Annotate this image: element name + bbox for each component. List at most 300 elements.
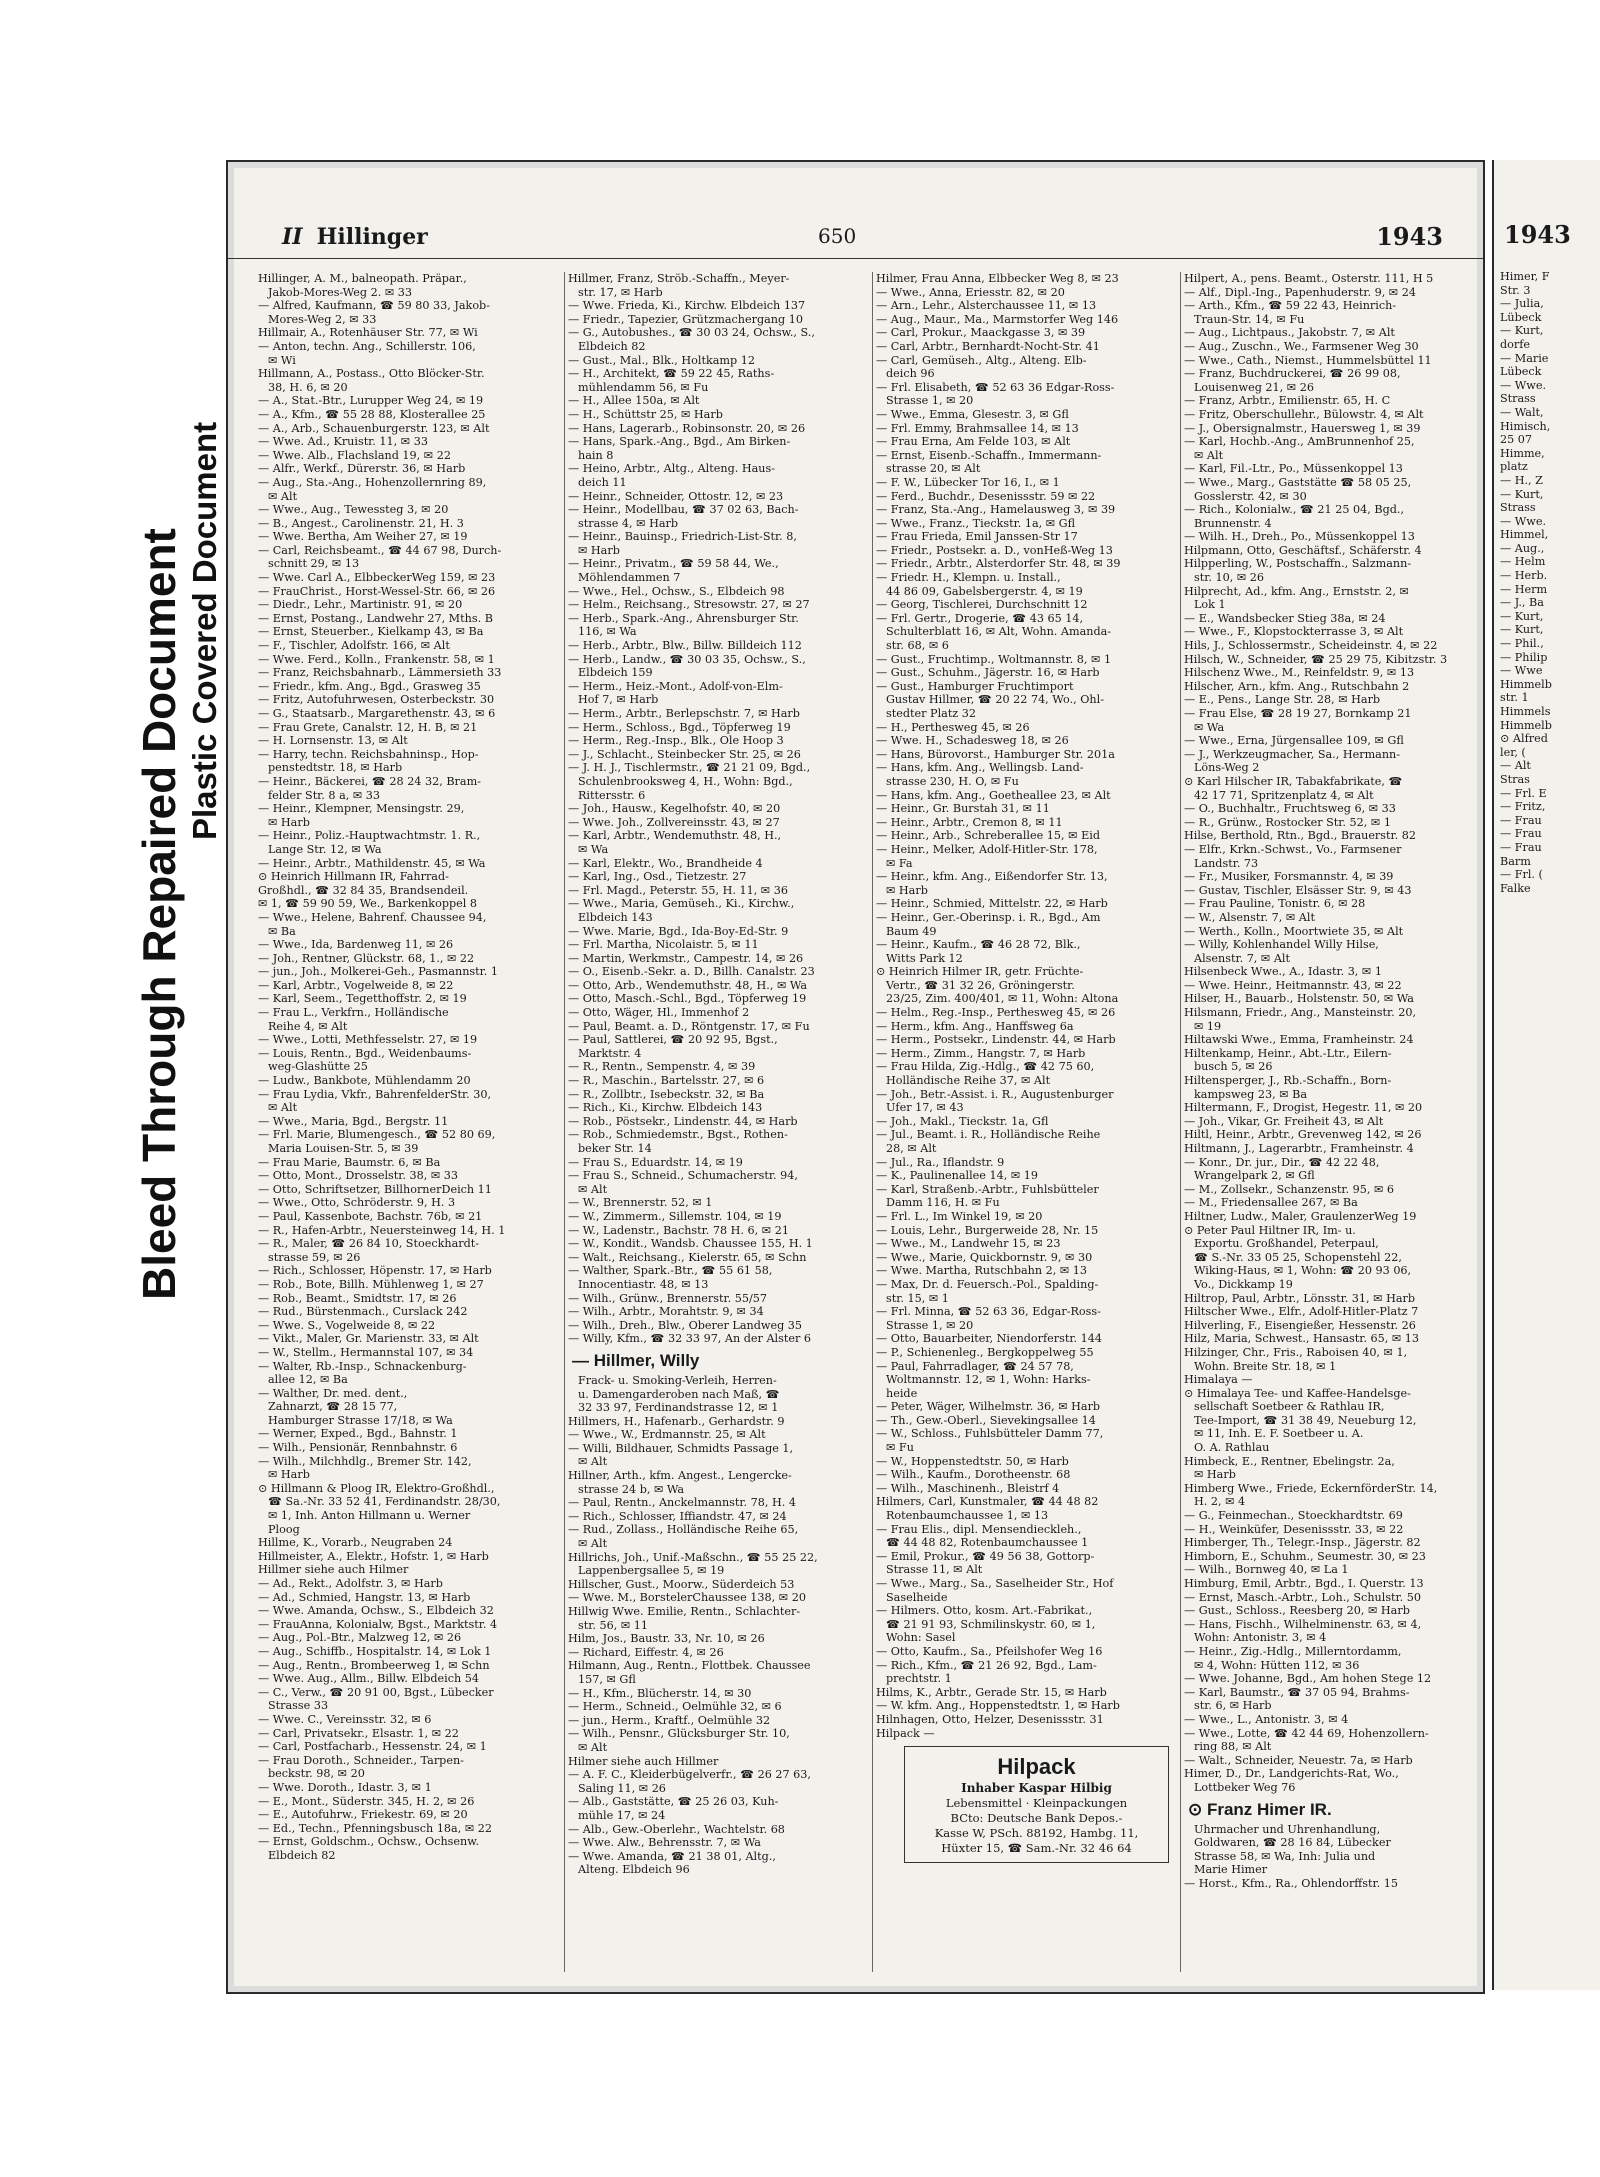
directory-entry: str. 6, ✉ Harb: [1194, 1699, 1272, 1713]
directory-entry: strasse 20, ✉ Alt: [886, 462, 981, 476]
directory-entry: — O., Eisenb.-Sekr. a. D., Billh. Canalstr. 23: [568, 965, 815, 979]
directory-entry: — Wwe., Marg., Sa., Saselheider Str., Hof: [876, 1577, 1114, 1590]
directory-entry: — Frl. Minna, ☎ 52 63 36, Edgar-Ross-: [876, 1305, 1101, 1319]
directory-entry: — Walther, Spark.-Btr., ☎ 55 61 58,: [568, 1264, 773, 1278]
adjacent-page-edge: [1492, 160, 1600, 1990]
directory-entry: — Frau Else, ☎ 28 19 27, Bornkamp 21: [1184, 707, 1412, 720]
adjacent-page-line: — Kurt,: [1500, 609, 1544, 623]
directory-entry: ✉ Alt: [578, 1537, 608, 1551]
directory-entry: ✉ Alt: [268, 1101, 298, 1115]
directory-entry: Hiltawski Wwe., Emma, Framheinstr. 24: [1184, 1033, 1414, 1047]
directory-entry: — Wwe. Amanda, ☎ 21 38 01, Altg.,: [568, 1849, 776, 1863]
directory-entry: — Rich., Kfm., ☎ 21 26 92, Bgd., Lam-: [876, 1658, 1097, 1672]
adjacent-page-line: Himmels: [1500, 705, 1551, 718]
directory-entry: Hilprecht, Ad., kfm. Ang., Ernststr. 2, ✉: [1184, 584, 1409, 598]
directory-entry: — Wwe., W., Erdmannstr. 25, ✉ Alt: [568, 1428, 766, 1442]
directory-entry: — Alb., Gaststätte, ☎ 25 26 03, Kuh-: [568, 1795, 779, 1809]
directory-entry: — Heinr., Bauinsp., Friedrich-List-Str. 8,: [568, 530, 797, 544]
directory-entry: Hiltscher Wwe., Elfr., Adolf-Hitler-Platz 7: [1184, 1305, 1419, 1319]
directory-entry: weg-Glashütte 25: [268, 1060, 368, 1074]
directory-entry: Strasse 33: [268, 1699, 329, 1713]
directory-entry: — Walter, Rb.-Insp., Schnackenburg-: [258, 1359, 467, 1373]
directory-entry: — W., Alsenstr. 7, ✉ Alt: [1184, 910, 1315, 924]
directory-entry: — Friedr., Arbtr., Alsterdorfer Str. 48, ✉ 39: [876, 557, 1121, 571]
directory-entry: stedter Platz 32: [886, 707, 976, 720]
display-listing-name: ⊙ Franz Himer IR.: [1188, 1799, 1332, 1819]
adjacent-page-line: 25 07: [1500, 433, 1533, 447]
directory-entry: — Heinr., Ger.-Oberinsp. i. R., Bgd., Am: [876, 910, 1101, 924]
directory-entry: — Herm., Heiz.-Mont., Adolf-von-Elm-: [568, 679, 783, 693]
directory-entry: Frack- u. Smoking-Verleih, Herren-: [578, 1373, 777, 1387]
directory-entry: — G., Staatsarb., Margarethenstr. 43, ✉ 6: [258, 707, 496, 720]
directory-entry: — Elfr., Krkn.-Schwst., Vo., Farmsener: [1184, 842, 1402, 856]
directory-entry: — Frau Marie, Baumstr. 6, ✉ Ba: [258, 1155, 441, 1169]
directory-entry: Löns-Weg 2: [1194, 761, 1260, 775]
adjacent-page-line: Lübeck: [1500, 365, 1542, 379]
adjacent-page-line: Himer, F: [1500, 270, 1550, 283]
directory-entry: — Fr., Musiker, Forsmannstr. 4, ✉ 39: [1184, 870, 1394, 884]
directory-entry: ✉ 11, Inh. E. F. Soetbeer u. A.: [1194, 1427, 1364, 1441]
directory-entry: Strasse 58, ✉ Wa, Inh: Julia und: [1194, 1849, 1376, 1863]
directory-entry: — Wwe. Joh., Zollvereinsstr. 43, ✉ 27: [568, 815, 780, 829]
directory-entry: — E., Wandsbecker Stieg 38a, ✉ 24: [1184, 611, 1386, 625]
directory-entry: — Wwe., L., Antonistr. 3, ✉ 4: [1184, 1712, 1349, 1726]
directory-entry: Lange Str. 12, ✉ Wa: [268, 842, 382, 856]
directory-entry: — Carl, Privatsekr., Elsastr. 1, ✉ 22: [258, 1726, 459, 1740]
directory-entry: Großhdl., ☎ 32 84 35, Brandsendeil.: [258, 883, 469, 897]
directory-entry: Hilmers, Carl, Kunstmaler, ☎ 44 48 82: [876, 1495, 1099, 1509]
directory-entry: Hamburger Strasse 17/18, ✉ Wa: [268, 1413, 453, 1427]
adjacent-page-line: — H., Z: [1500, 473, 1543, 487]
directory-entry: — Heinr., Zig.-Hdlg., Millerntordamm,: [1184, 1644, 1402, 1658]
directory-entry: — F. W., Lübecker Tor 16, I., ✉ 1: [876, 475, 1060, 489]
directory-entry: — Rich., Schlosser, Höpenstr. 17, ✉ Harb: [258, 1264, 492, 1278]
advertisement-line: BCto: Deutsche Bank Depos.-: [950, 1811, 1123, 1826]
directory-entry: — Karl, Hochb.-Ang., AmBrunnenhof 25,: [1184, 435, 1415, 449]
adjacent-page-line: — Kurt,: [1500, 487, 1544, 501]
running-head: [282, 224, 428, 250]
directory-page: [226, 160, 1485, 1994]
directory-entry: — Wwe., Maria, Gemüseh., Ki., Kirchw.,: [568, 897, 795, 911]
adjacent-page-line: — J., Ba: [1500, 596, 1544, 610]
directory-entry: ✉ Harb: [886, 883, 928, 897]
directory-entry: — J., Werkzeugmacher, Sa., Hermann-: [1184, 747, 1401, 761]
plastic-covered-label: Plastic Covered Document: [186, 421, 223, 840]
directory-entry: Strasse 11, ✉ Alt: [886, 1563, 983, 1577]
directory-entry: — Herm., kfm. Ang., Hanffsweg 6a: [876, 1019, 1074, 1033]
adjacent-page-line: — Herb.: [1500, 569, 1548, 583]
column-1: [258, 272, 563, 1972]
directory-entry: — Wwe. Aug., Allm., Billw. Elbdeich 54: [258, 1672, 480, 1686]
directory-entry: — Aug., Lichtpaus., Jakobstr. 7, ✉ Alt: [1184, 326, 1395, 340]
directory-entry: — Willy, Kfm., ☎ 32 33 97, An der Alster 6: [568, 1332, 811, 1346]
directory-entry: — Fritz, Oberschullehr., Bülowstr. 4, ✉ Alt: [1184, 407, 1424, 421]
directory-entry: Alsenstr. 7, ✉ Alt: [1194, 951, 1291, 965]
directory-entry: Gustav Hillmer, ☎ 20 22 74, Wo., Ohl-: [886, 693, 1104, 707]
directory-entry: — Frau Hilda, Zig.-Hdlg., ☎ 42 75 60,: [876, 1060, 1095, 1074]
directory-entry: Himberger, Th., Telegr.-Insp., Jägerstr. 82: [1184, 1536, 1421, 1550]
directory-entry: Hillmair, A., Rotenhäuser Str. 77, ✉ Wi: [258, 326, 478, 340]
adjacent-page-line: platz: [1500, 460, 1528, 474]
directory-entry: — Gust., Schuhm., Jägerstr. 16, ✉ Harb: [876, 666, 1100, 680]
advertisement-line: Hüxter 15, ☎ Sam.-Nr. 32 46 64: [941, 1841, 1132, 1856]
adjacent-page-line: — Frau: [1500, 827, 1542, 841]
directory-entry: Marktstr. 4: [578, 1046, 642, 1060]
directory-entry: — Carl, Reichsbeamt., ☎ 44 67 98, Durch-: [258, 543, 502, 557]
directory-entry: Ploog: [268, 1522, 300, 1536]
directory-entry: 32 33 97, Ferdinandstrasse 12, ✉ 1: [578, 1401, 779, 1415]
directory-entry: — Richard, Eiffestr. 4, ✉ 26: [568, 1645, 724, 1659]
directory-entry: — Heinr., Schneider, Ottostr. 12, ✉ 23: [568, 489, 784, 503]
directory-entry: — E., Mont., Süderstr. 345, H. 2, ✉ 26: [258, 1794, 475, 1808]
directory-entry: Maria Louisen-Str. 5, ✉ 39: [268, 1142, 419, 1155]
directory-entry: — Wilh., Grünw., Brennerstr. 55/57: [568, 1291, 767, 1305]
directory-entry: Hilmer, Frau Anna, Elbbecker Weg 8, ✉ 23: [876, 272, 1119, 285]
directory-entry: — Hans, Fischh., Wilhelminenstr. 63, ✉ 4,: [1184, 1617, 1422, 1631]
directory-entry: — H., Perthesweg 45, ✉ 26: [876, 720, 1030, 734]
directory-entry: — Frau S., Schneid., Schumacherstr. 94,: [568, 1169, 798, 1183]
directory-entry: — Joh., Hausw., Kegelhofstr. 40, ✉ 20: [568, 802, 781, 816]
directory-entry: — Werth., Kolln., Moortwiete 35, ✉ Alt: [1184, 924, 1404, 938]
adjacent-page-line: Himme,: [1500, 446, 1545, 460]
directory-entry: Hilpperling, W., Postschaffn., Salzmann-: [1184, 557, 1412, 571]
adjacent-page-line: ⊙ Alfred: [1500, 732, 1548, 746]
column-rule: [1180, 272, 1181, 1972]
directory-entry: 157, ✉ Gfl: [578, 1672, 636, 1686]
directory-entry: Jakob-Mores-Weg 2. ✉ 33: [268, 285, 412, 299]
directory-entry: — Hans, kfm. Ang., Wellingsb. Land-: [876, 761, 1084, 775]
directory-entry: ✉ Wa: [578, 842, 609, 856]
advertisement-line: Kasse W, PSch. 88192, Hambg. 11,: [934, 1826, 1139, 1841]
directory-entry: — Otto, Mont., Drosselstr. 38, ✉ 33: [258, 1169, 459, 1183]
directory-entry: — Harry, techn. Reichsbahninsp., Hop-: [258, 747, 479, 761]
directory-entry: — Aug., Schiffb., Hospitalstr. 14, ✉ Lok 1: [258, 1644, 492, 1658]
directory-entry: — Frl. Magd., Peterstr. 55, H. 11, ✉ 36: [568, 883, 788, 897]
directory-entry: — Rob., Bote, Billh. Mühlenweg 1, ✉ 27: [258, 1277, 484, 1291]
directory-entry: — A., Stat.-Btr., Lurupper Weg 24, ✉ 19: [258, 394, 484, 408]
directory-entry: — Carl, Prokur., Maackgasse 3, ✉ 39: [876, 326, 1086, 340]
directory-entry: — Rob., Schmiedemstr., Bgst., Rothen-: [568, 1128, 788, 1142]
directory-entry: — Gust., Hamburger Fruchtimport: [876, 679, 1074, 693]
directory-entry: — R., Zollbtr., Isebeckstr. 32, ✉ Ba: [568, 1087, 765, 1101]
directory-entry: — Joh., Betr.-Assist. i. R., Augustenburger: [876, 1087, 1114, 1101]
running-head-title: Hillinger: [316, 224, 428, 250]
directory-entry: Himborn, E., Schuhm., Seumestr. 30, ✉ 23: [1184, 1549, 1426, 1563]
directory-entry: Witts Park 12: [886, 951, 963, 965]
directory-entry: ring 88, ✉ Alt: [1194, 1740, 1272, 1754]
directory-entry: Saling 11, ✉ 26: [578, 1781, 666, 1795]
adjacent-page-line: Lübeck: [1500, 310, 1542, 324]
directory-entry: Strasse 1, ✉ 20: [886, 394, 974, 408]
directory-entry: Traun-Str. 14, ✉ Fu: [1194, 312, 1305, 326]
directory-entry: Hiltermann, F., Drogist, Hegestr. 11, ✉ 20: [1184, 1101, 1423, 1115]
directory-entry: H. 2, ✉ 4: [1194, 1495, 1246, 1509]
directory-entry: Hilsch, W., Schneider, ☎ 25 29 75, Kibitzstr. 3: [1184, 652, 1448, 666]
directory-entry: — Herb., Arbtr., Blw., Billw. Billdeich 112: [568, 639, 802, 653]
directory-entry: — Wwe., Emma, Glesestr. 3, ✉ Gfl: [876, 407, 1069, 421]
directory-entry: — Wwe. Carl A., ElbbeckerWeg 159, ✉ 23: [258, 571, 496, 585]
directory-entry: Hilm, Jos., Baustr. 33, Nr. 10, ✉ 26: [568, 1632, 765, 1646]
directory-entry: Hilms, K., Arbtr., Gerade Str. 15, ✉ Harb: [876, 1685, 1107, 1699]
directory-entry: — Wwe., Anna, Eriesstr. 82, ✉ 20: [876, 285, 1065, 299]
page-header: [228, 222, 1483, 259]
directory-entry: — Frau L., Verkfrn., Holländische: [258, 1006, 449, 1020]
advertisement-title: Hilpack: [997, 1754, 1076, 1780]
directory-entry: O. A. Rathlau: [1194, 1441, 1270, 1455]
directory-entry: str. 15, ✉ 1: [886, 1291, 949, 1305]
directory-entry: — Wwe., Cath., Niemst., Hummelsbüttel 11: [1184, 353, 1432, 367]
directory-entry: — H., Allee 150a, ✉ Alt: [568, 394, 700, 408]
advertisement-line: Lebensmittel · Kleinpackungen: [945, 1796, 1128, 1811]
directory-entry: Hillmann, A., Postass., Otto Blöcker-Str.: [258, 367, 485, 381]
directory-entry: — Wwe., Maria, Bgd., Bergstr. 11: [258, 1114, 449, 1128]
directory-entry: — Wilh., Dreh., Blw., Oberer Landweg 35: [568, 1318, 803, 1332]
directory-entry: — Horst., Kfm., Ra., Ohlendorffstr. 15: [1184, 1876, 1398, 1890]
directory-entry: — Max, Dr. d. Feuersch.-Pol., Spalding-: [876, 1277, 1099, 1291]
directory-entry: Innocentiastr. 48, ✉ 13: [578, 1277, 709, 1291]
directory-entry: — Heinr., kfm. Ang., Eißendorfer Str. 13,: [876, 870, 1108, 884]
directory-entry: Zahnarzt, ☎ 28 15 77,: [268, 1400, 398, 1414]
adjacent-page-line: Falke: [1500, 881, 1531, 895]
adjacent-page-line: Himmel,: [1500, 528, 1549, 542]
directory-entry: — Wwe., Aug., Tewessteg 3, ✉ 20: [258, 503, 449, 517]
directory-entry: — Wwe. Ferd., Kolln., Frankenstr. 58, ✉ 1: [258, 652, 495, 666]
directory-entry: 38, H. 6, ✉ 20: [268, 380, 348, 394]
directory-entry: — Arth., Kfm., ☎ 59 22 43, Heinrich-: [1184, 299, 1397, 313]
directory-entry: — Ad., Schmied, Hangstr. 13, ✉ Harb: [258, 1590, 471, 1604]
directory-entry: — Wwe., Lotte, ☎ 42 44 69, Hohenzollern-: [1184, 1726, 1429, 1740]
directory-entry: Lottbeker Weg 76: [1194, 1780, 1296, 1794]
directory-entry: ✉ 1, Inh. Anton Hillmann u. Werner: [268, 1509, 471, 1523]
directory-entry: — Frau Lydia, Vkfr., BahrenfelderStr. 30,: [258, 1087, 492, 1101]
directory-entry: 116, ✉ Wa: [578, 625, 637, 639]
adjacent-page-line: — Fritz,: [1500, 800, 1546, 814]
directory-entry: — Rich., Schlosser, Iffiandstr. 47, ✉ 24: [568, 1509, 787, 1523]
directory-entry: — M., Friedensallee 267, ✉ Ba: [1184, 1196, 1358, 1210]
directory-entry: mühlendamm 56, ✉ Fu: [578, 380, 709, 394]
directory-entry: — H., Kfm., Blücherstr. 14, ✉ 30: [568, 1686, 752, 1700]
directory-entry: — H. Lornsenstr. 13, ✉ Alt: [258, 734, 408, 748]
directory-entry: Hilnhagen, Otto, Helzer, Desenissstr. 31: [876, 1712, 1104, 1726]
directory-entry: — Louis, Lehr., Burgerweide 28, Nr. 15: [876, 1223, 1099, 1237]
directory-entry: felder Str. 8 a, ✉ 33: [268, 788, 381, 802]
directory-entry: — Wwe. Amanda, Ochsw., S., Elbdeich 32: [258, 1604, 494, 1618]
directory-entry: Hilsenbeck Wwe., A., Idastr. 3, ✉ 1: [1184, 965, 1382, 979]
directory-entry: Hillmer, Franz, Ströb.-Schaffn., Meyer-: [568, 272, 790, 285]
directory-entry: str. 56, ✉ 11: [578, 1618, 648, 1632]
adjacent-page-line: Strass: [1500, 392, 1536, 406]
adjacent-page-line: ler, (: [1500, 745, 1526, 759]
directory-entry: Wiking-Haus, ✉ 1, Wohn: ☎ 20 93 06,: [1194, 1264, 1412, 1278]
directory-entry: — Wwe., Marg., Gaststätte ☎ 58 05 25,: [1184, 475, 1412, 489]
directory-entry: — Hans, Bürovorst., Hamburger Str. 201a: [876, 747, 1115, 761]
directory-entry: — Helm., Reichsang., Stresowstr. 27, ✉ 27: [568, 598, 810, 612]
directory-entry: — Karl, Elektr., Wo., Brandheide 4: [568, 856, 763, 870]
directory-entry: — Frl. Elisabeth, ☎ 52 63 36 Edgar-Ross-: [876, 380, 1115, 394]
directory-entry: — Rich., Kolonialw., ☎ 21 25 04, Bgd.,: [1184, 503, 1405, 517]
directory-entry: ✉ 4, Wohn: Hütten 112, ✉ 36: [1194, 1658, 1360, 1672]
directory-entry: ☎ Sa.-Nr. 33 52 41, Ferdinandstr. 28/30,: [268, 1495, 501, 1509]
directory-entry: ✉ Harb: [268, 1468, 310, 1482]
directory-entry: ✉ Harb: [268, 815, 310, 829]
directory-entry: Hilscher, Arn., kfm. Ang., Rutschbahn 2: [1184, 679, 1410, 693]
directory-entry: — E., Pens., Lange Str. 28, ✉ Harb: [1184, 693, 1381, 707]
directory-entry: Brunnenstr. 4: [1194, 516, 1272, 530]
directory-entry: — Wwe., Lotti, Methfesselstr. 27, ✉ 19: [258, 1033, 478, 1047]
adjacent-page-line: — Walt,: [1500, 405, 1544, 419]
directory-entry: Hiltmann, J., Lagerarbtr., Framheinstr. 4: [1184, 1142, 1414, 1155]
directory-entry: — Otto, Wäger, Hl., Immenhof 2: [568, 1006, 750, 1020]
directory-entry: — Paul, Fahrradlager, ☎ 24 57 78,: [876, 1359, 1074, 1373]
directory-entry: Hillme, K., Vorarb., Neugraben 24: [258, 1536, 453, 1550]
directory-entry: — Heinr., Modellbau, ☎ 37 02 63, Bach-: [568, 503, 799, 517]
directory-entry: — Heinr., Schmied, Mittelstr. 22, ✉ Harb: [876, 897, 1108, 911]
directory-entry: — Franz, Arbtr., Emilienstr. 65, H. C: [1184, 394, 1391, 408]
column-rule: [564, 272, 565, 1972]
directory-entry: — Franz, Reichsbahnarb., Lämmersieth 33: [258, 666, 502, 680]
directory-entry: Hillmers, H., Hafenarb., Gerhardstr. 9: [568, 1414, 785, 1428]
directory-entry: — R., Hafen-Arbtr., Neuersteinweg 14, H. 1: [258, 1223, 506, 1237]
directory-entry: Hiltl, Heinr., Arbtr., Grevenweg 142, ✉ 26: [1184, 1128, 1422, 1142]
directory-entry: — Heinr., Arbtr., Cremon 8, ✉ 11: [876, 815, 1063, 829]
directory-entry: Hiltner, Ludw., Maler, GraulenzerWeg 19: [1184, 1209, 1417, 1223]
directory-entry: — Paul, Kassenbote, Bachstr. 76b, ✉ 21: [258, 1209, 483, 1223]
directory-entry: ✉ Wa: [1194, 720, 1225, 734]
directory-entry: ✉ Harb: [578, 543, 620, 557]
column-2: [568, 272, 873, 1972]
directory-entry: — Gustav, Tischler, Elsässer Str. 9, ✉ 43: [1184, 883, 1412, 897]
directory-entry: — Herm., Schneid., Oelmühle 32, ✉ 6: [568, 1700, 782, 1714]
directory-entry: — Ernst, Postang., Landwehr 27, Mths. B: [258, 611, 493, 625]
advertisement-owner: Inhaber Kaspar Hilbig: [961, 1781, 1112, 1796]
directory-entry: — B., Angest., Carolinenstr. 21, H. 3: [258, 516, 464, 530]
directory-entry: Hillrichs, Joh., Unif.-Maßschn., ☎ 55 25 22,: [568, 1550, 818, 1564]
directory-entry: ⊙ Heinrich Hilmer IR, getr. Früchte-: [876, 965, 1084, 979]
directory-entry: hain 8: [578, 448, 614, 462]
directory-entry: — Wwe., F., Klopstockterrasse 3, ✉ Alt: [1184, 625, 1404, 639]
directory-entry: ⊙ Himalaya Tee- und Kaffee-Handelsge-: [1184, 1386, 1411, 1400]
directory-entry: — Rud., Zollass., Holländische Reihe 65,: [568, 1523, 799, 1537]
adjacent-page-line: — Marie: [1500, 351, 1549, 365]
directory-entry: Himer, D., Dr., Landgerichts-Rat, Wo.,: [1184, 1767, 1399, 1781]
directory-entry: — Wwe., Helene, Bahrenf. Chaussee 94,: [258, 910, 487, 924]
directory-entry: Hilz, Maria, Schwest., Hansastr. 65, ✉ 13: [1184, 1332, 1420, 1346]
directory-entry: — Aug., Rentn., Brombeerweg 1, ✉ Schn: [258, 1658, 490, 1672]
directory-entry: — P., Schienenleg., Bergkoppelweg 55: [876, 1345, 1094, 1359]
directory-entry: Hiltenkamp, Heinr., Abt.-Ltr., Eilern-: [1184, 1046, 1392, 1060]
directory-entry: — Wwe. Martha, Rutschbahn 2, ✉ 13: [876, 1264, 1088, 1278]
directory-entry: ⊙ Peter Paul Hiltner IR, Im- u.: [1184, 1223, 1356, 1237]
directory-entry: — Ludw., Bankbote, Mühlendamm 20: [258, 1074, 471, 1088]
directory-entry: ☎ 44 48 82, Rotenbaumchaussee 1: [886, 1536, 1089, 1550]
directory-entry: — W., Ladenstr., Bachstr. 78 H. 6, ✉ 21: [568, 1223, 789, 1237]
directory-entry: — Walt., Schneider, Neuestr. 7a, ✉ Harb: [1184, 1753, 1413, 1767]
directory-entry: Hillscher, Gust., Moorw., Süderdeich 53: [568, 1577, 795, 1591]
directory-entry: Baum 49: [886, 924, 937, 938]
directory-entry: Hilmann, Aug., Rentn., Flottbek. Chaussee: [568, 1659, 811, 1673]
directory-entry: — Heinr., Melker, Adolf-Hitler-Str. 178,: [876, 842, 1098, 856]
directory-entry: — Hans, Spark.-Ang., Bgd., Am Birken-: [568, 435, 791, 449]
directory-entry: Hilpmann, Otto, Geschäftsf., Schäferstr. 4: [1184, 543, 1422, 557]
directory-entry: Goldwaren, ☎ 28 16 84, Lübecker: [1194, 1836, 1391, 1850]
directory-entry: — Peter, Wäger, Wilhelmstr. 36, ✉ Harb: [876, 1400, 1101, 1414]
directory-entry: — R., Grünw., Rostocker Str. 52, ✉ 1: [1184, 815, 1391, 829]
directory-entry: Mores-Weg 2, ✉ 33: [268, 312, 377, 326]
directory-entry: ⊙ Hillmann & Ploog IR, Elektro-Großhdl.,: [258, 1481, 495, 1495]
directory-entry: — Aug., Zuschn., We., Farmsener Weg 30: [1184, 339, 1419, 353]
directory-entry: Himbeck, E., Rentner, Ebelingstr. 2a,: [1184, 1454, 1395, 1468]
year: 1943: [1376, 222, 1443, 251]
directory-entry: — Otto, Masch.-Schl., Bgd., Töpferweg 19: [568, 992, 807, 1006]
adjacent-page-line: — Frau: [1500, 813, 1542, 827]
directory-entry: — K., Paulinenallee 14, ✉ 19: [876, 1169, 1038, 1183]
adjacent-page-line: — Julia,: [1500, 297, 1544, 311]
directory-entry: Wohn: Sasel: [886, 1631, 956, 1645]
directory-entry: — Friedr., Tapezier, Grützmachergang 10: [568, 312, 803, 326]
directory-entry: — Wwe., Erna, Jürgensallee 109, ✉ Gfl: [1184, 734, 1404, 748]
directory-entry: — Paul, Sattlerei, ☎ 20 92 95, Bgst.,: [568, 1033, 778, 1047]
directory-entry: — Frl. Emmy, Brahmsallee 14, ✉ 13: [876, 421, 1079, 435]
directory-entry: — Gust., Schloss., Reesberg 20, ✉ Harb: [1184, 1604, 1410, 1618]
scan-annotation-labels: [0, 0, 230, 1400]
directory-entry: — Helm., Reg.-Insp., Perthesweg 45, ✉ 26: [876, 1006, 1116, 1020]
directory-entry: — Ferd., Buchdr., Desenissstr. 59 ✉ 22: [876, 489, 1096, 503]
directory-entry: Hils, J., Schlossermstr., Scheideinstr. 4, ✉ 22: [1184, 639, 1438, 653]
directory-entry: strasse 4, ✉ Harb: [578, 516, 679, 530]
directory-entry: — Carl, Gemüseh., Altg., Alteng. Elb-: [876, 353, 1087, 367]
directory-entry: — Joh., Rentner, Glückstr. 68, 1., ✉ 22: [258, 951, 475, 965]
directory-entry: — G., Feinmechan., Stoeckhardtstr. 69: [1184, 1509, 1403, 1523]
directory-entry: ☎ 21 91 93, Schmilinskystr. 60, ✉ 1,: [886, 1617, 1096, 1631]
page-number: 650: [818, 224, 857, 248]
directory-entry: Hilse, Berthold, Rtn., Bgd., Brauerstr. 82: [1184, 829, 1416, 843]
directory-entry: — Heinr., Poliz.-Hauptwachtmstr. 1. R.,: [258, 829, 481, 843]
directory-entry: 42 17 71, Spritzenplatz 4, ✉ Alt: [1194, 788, 1374, 802]
directory-entry: — Wilh., Kaufm., Dorotheenstr. 68: [876, 1468, 1071, 1482]
directory-entry: ✉ Alt: [268, 489, 298, 503]
directory-entry: — H., Weinküfer, Desenissstr. 33, ✉ 22: [1184, 1522, 1404, 1536]
directory-entry: Saselheide: [886, 1590, 948, 1604]
directory-entry: — Konr., Dr. jur., Dir., ☎ 42 22 48,: [1184, 1155, 1380, 1169]
directory-entry: — Herb., Spark.-Ang., Ahrensburger Str.: [568, 611, 799, 625]
directory-entry: — jun., Herm., Kraftf., Oelmühle 32: [568, 1713, 771, 1727]
directory-entry: — Wilh., Arbtr., Morahtstr. 9, ✉ 34: [568, 1305, 764, 1319]
directory-entry: Hillner, Arth., kfm. Angest., Lengercke-: [568, 1469, 792, 1483]
directory-entry: — Carl, Postfacharb., Hessenstr. 24, ✉ 1: [258, 1740, 487, 1754]
directory-entry: — Wilh., Maschinenh., Bleistrf 4: [876, 1481, 1060, 1495]
directory-entry: Woltmannstr. 12, ✉ 1, Wohn: Harks-: [886, 1373, 1091, 1387]
adjacent-page-year: 1943: [1504, 220, 1571, 249]
directory-entry: — Th., Gew.-Oberl., Sievekingsallee 14: [876, 1413, 1096, 1427]
directory-entry: u. Damengarderoben nach Maß, ☎: [578, 1387, 780, 1401]
directory-entry: — Joh., Vikar, Gr. Freiheit 43, ✉ Alt: [1184, 1114, 1384, 1128]
directory-entry: — Frl. L., Im Winkel 19, ✉ 20: [876, 1209, 1043, 1223]
directory-entry: — A., Kfm., ☎ 55 28 88, Klosterallee 25: [258, 407, 486, 421]
directory-entry: — Herb., Landw., ☎ 30 03 35, Ochsw., S.,: [568, 652, 806, 666]
directory-entry: Louisenweg 21, ✉ 26: [1194, 380, 1314, 394]
directory-entry: — Alb., Gew.-Oberlehr., Wachtelstr. 68: [568, 1822, 785, 1836]
directory-entry: Lok 1: [1194, 598, 1226, 612]
directory-entry: — W., Zimmerm., Sillemstr. 104, ✉ 19: [568, 1209, 782, 1223]
directory-entry: — Anton, techn. Ang., Schillerstr. 106,: [258, 339, 476, 353]
directory-entry: — Hans, Lagerarb., Robinsonstr. 20, ✉ 26: [568, 421, 806, 435]
directory-entry: — Wwe. Ad., Kruistr. 11, ✉ 33: [258, 435, 428, 449]
directory-entry: str. 10, ✉ 26: [1194, 571, 1264, 585]
directory-entry: — H., Architekt, ☎ 59 22 45, Raths-: [568, 367, 775, 381]
directory-entry: — Karl, Arbtr., Wendemuthstr. 48, H.,: [568, 829, 782, 843]
directory-entry: — Fritz, Autofuhrwesen, Osterbeckstr. 30: [258, 693, 495, 707]
directory-entry: — W., Hoppenstedtstr. 50, ✉ Harb: [876, 1454, 1069, 1468]
